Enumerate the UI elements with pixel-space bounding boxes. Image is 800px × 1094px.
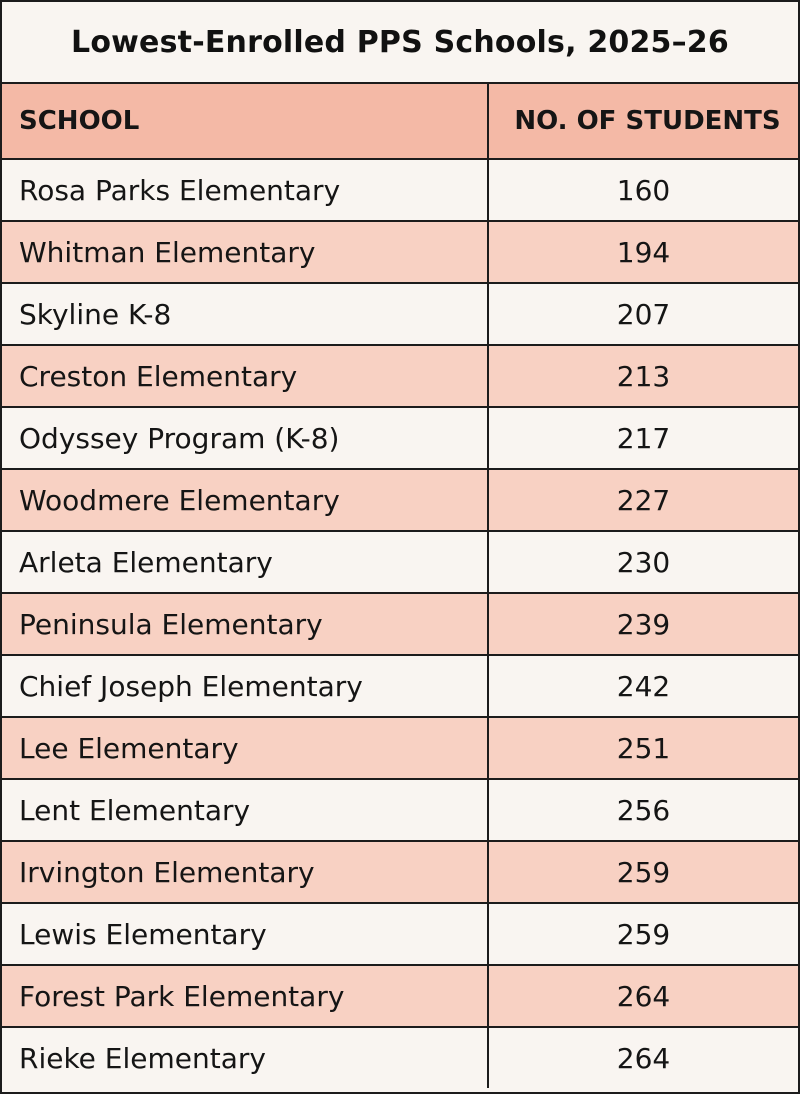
school-name-cell: Lewis Elementary [2, 903, 488, 965]
enrollment-table [2, 84, 798, 1088]
table-row [2, 903, 798, 965]
table-row [2, 1027, 798, 1088]
header-row [2, 84, 798, 159]
student-count-cell: 194 [488, 221, 798, 283]
column-header-students: NO. OF STUDENTS [488, 84, 798, 159]
student-count-cell: 251 [488, 717, 798, 779]
school-name-cell: Whitman Elementary [2, 221, 488, 283]
table-row [2, 469, 798, 531]
table-row [2, 655, 798, 717]
school-name-cell: Rieke Elementary [2, 1027, 488, 1088]
table-body [2, 159, 798, 1088]
school-name-cell: Arleta Elementary [2, 531, 488, 593]
student-count-cell: 239 [488, 593, 798, 655]
school-name-cell: Irvington Elementary [2, 841, 488, 903]
school-name-cell: Odyssey Program (K-8) [2, 407, 488, 469]
student-count-cell: 213 [488, 345, 798, 407]
table-row [2, 531, 798, 593]
column-header-school: SCHOOL [2, 84, 488, 159]
school-name-cell: Skyline K-8 [2, 283, 488, 345]
table-row [2, 221, 798, 283]
school-name-cell: Lent Elementary [2, 779, 488, 841]
school-name-cell: Woodmere Elementary [2, 469, 488, 531]
table-row [2, 407, 798, 469]
student-count-cell: 242 [488, 655, 798, 717]
student-count-cell: 264 [488, 965, 798, 1027]
school-name-cell: Forest Park Elementary [2, 965, 488, 1027]
school-name-cell: Chief Joseph Elementary [2, 655, 488, 717]
student-count-cell: 230 [488, 531, 798, 593]
table-row [2, 965, 798, 1027]
table-title: Lowest-Enrolled PPS Schools, 2025–26 [71, 24, 729, 60]
student-count-cell: 207 [488, 283, 798, 345]
student-count-cell: 264 [616, 1041, 671, 1075]
school-name-cell: Rosa Parks Elementary [2, 159, 488, 221]
table-row [2, 841, 798, 903]
student-count-cell: 227 [488, 469, 798, 531]
table-row [2, 283, 798, 345]
table-row [2, 159, 798, 221]
student-count-cell: 217 [488, 407, 798, 469]
table-row [2, 717, 798, 779]
student-count-cell: 259 [488, 841, 798, 903]
school-name-cell: Creston Elementary [2, 345, 488, 407]
table-row [2, 779, 798, 841]
student-count-cell: 256 [488, 779, 798, 841]
school-name-cell: Peninsula Elementary [2, 593, 488, 655]
student-count-cell: 259 [488, 903, 798, 965]
table-row [2, 593, 798, 655]
table-row [2, 345, 798, 407]
title-bar [2, 2, 798, 84]
student-count-cell: 160 [488, 159, 798, 221]
school-name-cell: Lee Elementary [2, 717, 488, 779]
